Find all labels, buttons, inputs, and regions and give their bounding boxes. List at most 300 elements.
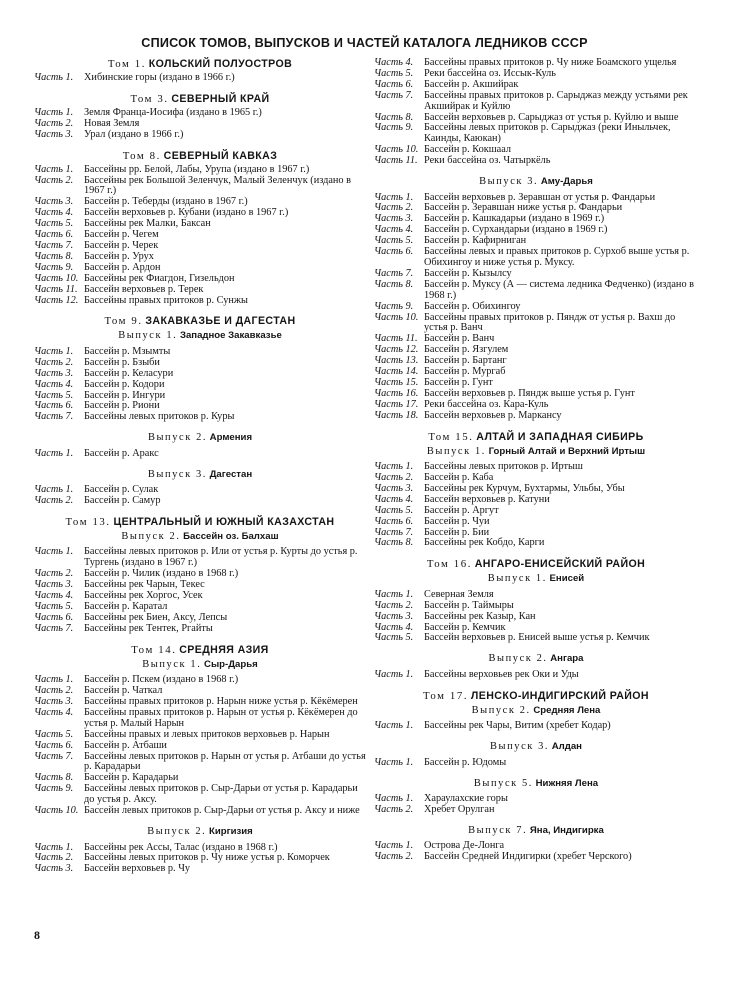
- issue-name: Енисей: [549, 573, 585, 585]
- part-label: Часть 6.: [374, 246, 414, 258]
- part-text: Бассейны правых притоков р. Чу ниже Боамского ущелья: [424, 57, 677, 68]
- volume-number: Том 16.: [426, 558, 473, 571]
- part-label: Часть 1.: [34, 163, 74, 175]
- issue-heading: [374, 176, 698, 188]
- part-text: Бассейны левых притоков р. Иртыш: [424, 461, 583, 473]
- issue-number: Выпуск 3.: [147, 468, 207, 480]
- part-label: Часть 7.: [374, 267, 414, 279]
- part-text: Бассейн верховьев р. Маркансу: [424, 409, 562, 421]
- part-label: Часть 5.: [34, 389, 74, 401]
- part-label: Часть 17.: [374, 398, 419, 410]
- part-list: [34, 485, 366, 507]
- volume-number: Том 3.: [130, 92, 169, 105]
- issue-number: Выпуск 2.: [121, 530, 181, 542]
- part-text: Бассейн верховьев р. Чу: [84, 863, 191, 875]
- part-text: Бассейн верховьев р. Кубани (издано в 1967 г.): [84, 207, 289, 219]
- part-label: Часть 2.: [374, 804, 414, 815]
- part-label: Часть 5.: [34, 218, 74, 230]
- part-text: Бассейн р. Аракс: [84, 447, 159, 459]
- part-text: Бассейн Средней Индигирки (хребет Черского): [424, 851, 632, 863]
- part-text: Бассейны рек Чары, Витим (хребет Кодар): [424, 720, 611, 732]
- part-text: Бассейн р. Чуи: [424, 515, 490, 527]
- part-list: [374, 58, 698, 167]
- part-label: Часть 11.: [34, 283, 78, 295]
- part-label: Часть 13.: [374, 355, 419, 367]
- issue-name: Западное Закавказье: [179, 330, 282, 342]
- part-text: Бассейн верховьев р. Сарыджаз от устья р. Куйлю и выше: [424, 111, 679, 123]
- part-list: [34, 347, 366, 423]
- part-label: Часть 1.: [374, 588, 414, 600]
- catalog-part-entry: [34, 624, 366, 635]
- part-text: Бассейн верховьев р. Енисей выше устья р. Кемчик: [424, 632, 650, 644]
- part-text: Бассейн р. Гунт: [424, 376, 493, 388]
- part-text: Бассейн р. Бзыби: [84, 356, 160, 368]
- issue-heading: [374, 573, 698, 585]
- part-label: Часть 5.: [34, 601, 74, 612]
- part-text: Бассейн р. Кодори: [84, 378, 165, 390]
- part-list: [374, 193, 698, 422]
- part-label: Часть 4.: [374, 493, 414, 505]
- part-label: Часть 3.: [374, 610, 414, 622]
- volume-heading: [34, 150, 366, 162]
- part-text: Бассейн р. Теберды (издано в 1967 г.): [84, 196, 248, 208]
- part-label: Часть 4.: [34, 706, 74, 718]
- catalog-part-entry: [374, 805, 698, 816]
- catalog-part-entry: [374, 247, 698, 269]
- part-text: Бассейн р. Бии: [424, 526, 490, 538]
- issue-name: Сыр-Дарья: [204, 658, 258, 670]
- part-text: Бассейн левых притоков р. Сыр-Дарьи от устья р. Аксу и ниже: [84, 805, 360, 817]
- part-text: Бассейны правых и левых притоков верховьев р. Нарын: [84, 728, 330, 740]
- part-text: Бассейны рр. Белой, Лабы, Урупа (издано в 1967 г.): [84, 163, 310, 175]
- part-text: Новая Земля: [84, 117, 140, 129]
- part-text: Бассейны рек Хоргос, Усек: [84, 590, 203, 602]
- catalog-part-entry: [374, 225, 698, 236]
- part-text: Бассейн верховьев р. Зеравшан от устья р. Фандарьи: [424, 191, 656, 203]
- part-label: Часть 7.: [34, 411, 74, 423]
- issue-heading: [34, 531, 366, 543]
- issue-number: Выпуск 3.: [479, 176, 539, 188]
- part-label: Часть 6.: [374, 515, 414, 527]
- part-label: Часть 2.: [34, 495, 74, 507]
- part-text: Бассейн р. Пскем (издано в 1968 г.): [84, 674, 239, 686]
- part-text: Северная Земля: [424, 588, 494, 600]
- part-text: Бассейны левых притоков р. Или от устья р. Курты до устья р. Тургень (издано в 1967 г.): [84, 546, 358, 569]
- part-text: Бассейн р. Обихингоу: [424, 300, 521, 312]
- part-text: Реки бассейна оз. Чатыркёль: [424, 155, 551, 167]
- part-list: [34, 547, 366, 634]
- part-label: Часть 11.: [374, 155, 418, 167]
- part-text: Бассейн р. Ингури: [84, 389, 166, 401]
- part-text: Бассейн верховьев р. Катуни: [424, 493, 550, 505]
- part-text: Бассейны правых притоков р. Нарын от устья р. Кёкёмерен до устья р. Малый Нарын: [84, 706, 358, 729]
- volume-name: КОЛЬСКИЙ ПОЛУОСТРОВ: [148, 58, 293, 70]
- catalog-part-entry: [374, 280, 698, 302]
- catalog-part-entry: [34, 708, 366, 730]
- part-label: Часть 4.: [34, 207, 74, 219]
- part-label: Часть 9.: [34, 783, 74, 795]
- part-label: Часть 10.: [34, 272, 79, 284]
- part-label: Часть 1.: [374, 720, 414, 732]
- issue-heading: [34, 432, 366, 444]
- part-text: Бассейны правых притоков р. Пяндж от устья р. Вахш до устья р. Ванч: [424, 311, 676, 334]
- part-label: Часть 7.: [34, 622, 74, 634]
- part-label: Часть 1.: [34, 72, 74, 83]
- volume-name: ЦЕНТРАЛЬНЫЙ И ЮЖНЫЙ КАЗАХСТАН: [113, 515, 335, 528]
- part-text: Реки бассейна оз. Иссык-Куль: [424, 67, 556, 79]
- part-list: [374, 721, 698, 732]
- issue-name: Яна, Индигирка: [529, 824, 604, 836]
- part-text: Бассейн р. Кемчик: [424, 621, 506, 633]
- part-label: Часть 3.: [34, 128, 74, 140]
- volume-number: Том 17.: [423, 689, 469, 702]
- part-text: Бассейны правых притоков р. Сарыджаз между устьями рек Акшийрак и Куйлю: [424, 89, 688, 112]
- part-list: [374, 794, 698, 816]
- issue-heading: [34, 469, 366, 481]
- issue-name: Нижняя Лена: [535, 777, 599, 789]
- issue-number: Выпуск 2.: [147, 826, 207, 837]
- issue-heading: [374, 446, 698, 458]
- part-text: Бассейн р. Риони: [84, 400, 160, 412]
- part-text: Бассейн р. Урух: [84, 250, 154, 262]
- catalog-part-entry: [374, 356, 698, 367]
- part-label: Часть 8.: [374, 111, 414, 123]
- part-label: Часть 6.: [34, 229, 74, 241]
- part-text: Бассейны левых притоков р. Чу ниже устья р. Коморчек: [84, 852, 330, 864]
- part-text: Урал (издано в 1966 г.): [84, 128, 184, 140]
- part-list: [374, 590, 698, 645]
- issue-heading: [374, 741, 698, 753]
- volume-heading: [34, 516, 366, 528]
- issue-heading: [374, 705, 698, 717]
- left-column: [34, 58, 366, 875]
- part-label: Часть 8.: [34, 772, 74, 784]
- issue-heading: [34, 826, 366, 838]
- catalog-part-entry: [34, 296, 366, 307]
- part-label: Часть 1.: [374, 668, 414, 680]
- catalog-part-entry: [34, 547, 366, 569]
- part-text: Бассейн верховьев р. Пяндж выше устья р. Гунт: [424, 387, 635, 399]
- part-label: Часть 5.: [374, 235, 414, 247]
- part-text: Бассейн р. Акшийрак: [424, 78, 519, 90]
- part-text: Бассейн р. Карадарьи: [84, 772, 179, 784]
- part-label: Часть 1.: [34, 447, 74, 459]
- catalog-part-entry: [374, 612, 698, 623]
- part-text: Бассейн р. Самур: [84, 495, 161, 507]
- issue-name: Бассейн оз. Балхаш: [183, 530, 279, 542]
- part-label: Часть 18.: [374, 409, 419, 421]
- part-text: Бассейн р. Сулак: [84, 484, 159, 496]
- issue-name: Алдан: [551, 741, 582, 753]
- part-list: [34, 165, 366, 307]
- part-text: Хибинские горы (издано в 1966 г.): [84, 72, 235, 83]
- catalog-part-entry: [374, 156, 698, 167]
- issue-heading: [34, 330, 366, 342]
- part-list: [374, 841, 698, 863]
- page-number: 8: [34, 928, 40, 942]
- part-label: Часть 1.: [374, 191, 414, 203]
- part-label: Часть 1.: [34, 841, 74, 853]
- part-text: Реки бассейна оз. Кара-Куль: [424, 398, 549, 410]
- part-label: Часть 5.: [34, 728, 74, 740]
- part-label: Часть 9.: [374, 122, 414, 134]
- part-text: Хребет Орулган: [424, 804, 495, 815]
- catalog-part-entry: [374, 69, 698, 80]
- part-label: Часть 6.: [374, 78, 414, 90]
- part-label: Часть 2.: [374, 851, 414, 863]
- part-text: Бассейн р. Сурхандарьи (издано в 1969 г.): [424, 224, 608, 236]
- issue-number: Выпуск 1.: [426, 445, 486, 457]
- part-label: Часть 2.: [34, 174, 74, 186]
- volume-heading: [34, 93, 366, 105]
- issue-name: Средняя Лена: [533, 704, 601, 716]
- part-list: [374, 670, 698, 681]
- issue-name: Аму-Дарья: [540, 176, 593, 188]
- catalog-part-entry: [374, 462, 698, 473]
- part-label: Часть 8.: [374, 278, 414, 290]
- part-text: Бассейн р. Язгулем: [424, 344, 509, 356]
- catalog-part-entry: [374, 601, 698, 612]
- volume-name: ЗАКАВКАЗЬЕ И ДАГЕСТАН: [145, 315, 296, 328]
- part-text: Бассейн р. Муксу (А — система ледника Федченко) (издано в 1968 г.): [424, 278, 695, 301]
- part-label: Часть 14.: [374, 366, 419, 378]
- volume-name: АНГАРО-ЕНИСЕЙСКИЙ РАЙОН: [474, 558, 646, 571]
- part-text: Бассейны левых притоков р. Сыр-Дарьи от устья р. Карадарьи до устья р. Аксу.: [84, 783, 358, 806]
- catalog-part-entry: [374, 721, 698, 732]
- part-label: Часть 4.: [374, 621, 414, 633]
- right-column: [374, 58, 698, 863]
- part-text: Бассейны левых притоков р. Нарын от устья р. Атбаши до устья р. Карадарьи: [84, 750, 366, 773]
- part-label: Часть 3.: [34, 367, 74, 379]
- part-label: Часть 2.: [34, 685, 74, 697]
- issue-number: Выпуск 2.: [488, 653, 548, 665]
- part-text: Бассейн р. Каратал: [84, 601, 168, 612]
- catalog-part-entry: [374, 670, 698, 681]
- volume-heading: [374, 558, 698, 570]
- volume-name: СЕВЕРНЫЙ КРАЙ: [171, 92, 270, 105]
- part-text: Бассейны рек Чарын, Текес: [84, 579, 205, 591]
- part-label: Часть 15.: [374, 376, 419, 388]
- part-label: Часть 6.: [34, 400, 74, 412]
- issue-number: Выпуск 2.: [471, 704, 531, 716]
- volume-number: Том 14.: [131, 643, 177, 656]
- catalog-part-entry: [374, 334, 698, 345]
- catalog-part-entry: [374, 345, 698, 356]
- issue-number: Выпуск 1.: [142, 658, 202, 670]
- part-label: Часть 2.: [34, 852, 74, 864]
- part-label: Часть 2.: [34, 117, 74, 129]
- volume-heading: [374, 690, 698, 702]
- volume-heading: [374, 431, 698, 443]
- issue-name: Дагестан: [209, 468, 253, 480]
- part-text: Бассейн р. Черек: [84, 239, 159, 251]
- part-text: Бассейн верховьев р. Терек: [84, 283, 204, 295]
- part-label: Часть 1.: [34, 484, 74, 496]
- catalog-part-entry: [34, 449, 366, 460]
- part-label: Часть 2.: [34, 568, 74, 580]
- issue-name: Армения: [209, 432, 253, 444]
- part-label: Часть 9.: [34, 261, 74, 273]
- part-text: Бассейн р. Зеравшан ниже устья р. Фандарьи: [424, 202, 623, 214]
- part-label: Часть 8.: [34, 250, 74, 262]
- issue-name: Киргизия: [208, 826, 253, 837]
- part-text: Бассейны правых притоков р. Нарын ниже устья р. Кёкёмерен: [84, 696, 358, 708]
- part-label: Часть 4.: [34, 378, 74, 390]
- part-label: Часть 2.: [374, 472, 414, 483]
- part-label: Часть 1.: [34, 674, 74, 686]
- part-label: Часть 6.: [34, 739, 74, 751]
- part-text: Бассейн р. Келасури: [84, 367, 174, 379]
- part-text: Острова Де-Лонга: [424, 840, 505, 852]
- volume-name: АЛТАЙ И ЗАПАДНАЯ СИБИРЬ: [476, 430, 644, 443]
- part-text: Бассейны рек Ассы, Талас (издано в 1968 г.): [84, 841, 278, 853]
- part-text: Бассейн р. Бартанг: [424, 355, 507, 367]
- part-label: Часть 8.: [374, 537, 414, 549]
- catalog-part-entry: [34, 864, 366, 875]
- catalog-part-entry: [374, 411, 698, 422]
- part-label: Часть 4.: [34, 590, 74, 602]
- issue-name: Горный Алтай и Верхний Иртыш: [488, 445, 646, 457]
- catalog-part-entry: [34, 806, 366, 817]
- part-text: Земля Франца-Иосифа (издано в 1965 г.): [84, 106, 262, 118]
- part-label: Часть 1.: [34, 345, 74, 357]
- part-label: Часть 9.: [374, 300, 414, 312]
- catalog-part-entry: [374, 367, 698, 378]
- part-list: [374, 462, 698, 549]
- part-list: [374, 758, 698, 769]
- part-label: Часть 12.: [374, 344, 419, 356]
- part-label: Часть 1.: [374, 756, 414, 768]
- catalog-part-entry: [34, 412, 366, 423]
- part-text: Бассейны рек Казыр, Кан: [424, 610, 536, 622]
- part-label: Часть 10.: [34, 805, 79, 817]
- volume-heading: [34, 58, 366, 70]
- catalog-part-entry: [34, 496, 366, 507]
- catalog-part-entry: [34, 752, 366, 774]
- part-label: Часть 5.: [374, 67, 414, 79]
- part-text: Бассейны левых притоков р. Куры: [84, 411, 235, 423]
- part-text: Бассейны рек Кобдо, Карги: [424, 537, 545, 549]
- part-label: Часть 11.: [374, 333, 418, 345]
- part-text: Бассейн р. Кафирниган: [424, 235, 527, 247]
- part-label: Часть 1.: [374, 840, 414, 852]
- part-label: Часть 3.: [374, 213, 414, 225]
- catalog-part-entry: [374, 633, 698, 644]
- part-label: Часть 7.: [34, 239, 74, 251]
- part-label: Часть 10.: [374, 311, 419, 323]
- part-label: Часть 4.: [374, 224, 414, 236]
- issue-name: Ангара: [550, 653, 584, 665]
- catalog-part-entry: [374, 506, 698, 517]
- part-label: Часть 10.: [374, 144, 419, 156]
- catalog-part-entry: [34, 130, 366, 141]
- catalog-part-entry: [374, 91, 698, 113]
- part-text: Бассейн р. Атбаши: [84, 739, 167, 751]
- part-label: Часть 3.: [34, 863, 74, 875]
- part-text: Бассейн р. Кашкадарьи (издано в 1969 г.): [424, 213, 605, 225]
- part-label: Часть 3.: [34, 579, 74, 591]
- part-label: Часть 5.: [374, 632, 414, 644]
- catalog-part-entry: [374, 538, 698, 549]
- catalog-part-entry: [374, 852, 698, 863]
- part-text: Хараулахские горы: [424, 793, 508, 805]
- part-label: Часть 7.: [374, 89, 414, 101]
- catalog-part-entry: [374, 495, 698, 506]
- issue-number: Выпуск 1.: [118, 330, 178, 342]
- part-label: Часть 1.: [374, 461, 414, 473]
- catalog-part-entry: [34, 73, 366, 84]
- volume-number: Том 1.: [107, 58, 147, 70]
- part-text: Бассейны рек Тентек, Ргайты: [84, 622, 213, 634]
- part-label: Часть 2.: [374, 202, 414, 214]
- part-text: Бассейн р. Кокшаал: [424, 144, 512, 156]
- catalog-part-entry: [374, 758, 698, 769]
- volume-number: Том 13.: [65, 515, 111, 528]
- part-label: Часть 16.: [374, 387, 419, 399]
- issue-heading: [374, 653, 698, 665]
- issue-number: Выпуск 5.: [473, 777, 534, 789]
- volume-number: Том 15.: [428, 430, 474, 443]
- part-text: Бассейн р. Таймыры: [424, 599, 514, 611]
- part-list: [34, 449, 366, 460]
- part-label: Часть 1.: [374, 793, 414, 805]
- part-label: Часть 5.: [374, 504, 414, 516]
- part-text: Бассейны левых и правых притоков р. Сурхоб выше устья р. Обихингоу и ниже устья р. Муксу.: [424, 246, 690, 268]
- part-text: Бассейн р. Чегем: [84, 229, 159, 241]
- catalog-part-entry: [34, 176, 366, 198]
- issue-heading: [34, 659, 366, 671]
- part-label: Часть 4.: [374, 57, 414, 68]
- part-text: Бассейны рек Большой Зеленчук, Малый Зеленчук (издано в 1967 г.): [84, 174, 352, 197]
- issue-heading: [374, 778, 698, 790]
- part-label: Часть 2.: [34, 356, 74, 368]
- issue-number: Выпуск 1.: [487, 573, 547, 585]
- part-list: [34, 675, 366, 817]
- part-text: Бассейн р. Юдомы: [424, 756, 507, 768]
- catalog-part-entry: [374, 313, 698, 335]
- part-text: Бассейны верховьев рек Оки и Уды: [424, 668, 579, 680]
- part-text: Бассейны рек Биен, Аксу, Лепсы: [84, 611, 228, 623]
- part-text: Бассейны правых притоков р. Сунжы: [84, 294, 248, 306]
- part-label: Часть 7.: [374, 526, 414, 538]
- volume-name: ЛЕНСКО-ИНДИГИРСКИЙ РАЙОН: [470, 689, 649, 702]
- part-list: [34, 73, 366, 84]
- part-text: Бассейны рек Курчум, Бухтармы, Ульбы, Убы: [424, 482, 625, 494]
- catalog-part-entry: [374, 794, 698, 805]
- issue-heading: [374, 825, 698, 837]
- part-text: Бассейн р. Кызылсу: [424, 267, 512, 279]
- part-label: Часть 2.: [374, 599, 414, 611]
- part-label: Часть 12.: [34, 294, 79, 306]
- page-title: СПИСОК ТОМОВ, ВЫПУСКОВ И ЧАСТЕЙ КАТАЛОГА ЛЕДНИКОВ СССР: [141, 36, 588, 50]
- part-text: Бассейн р. Ардон: [84, 261, 161, 273]
- part-list: [34, 108, 366, 141]
- catalog-part-entry: [374, 123, 698, 145]
- part-text: Бассейн р. Мзымты: [84, 345, 171, 357]
- part-list: [34, 843, 366, 876]
- issue-number: Выпуск 3.: [490, 741, 550, 753]
- part-text: Бассейн р. Ванч: [424, 333, 495, 345]
- volume-name: СЕВЕРНЫЙ КАВКАЗ: [163, 149, 278, 162]
- volume-name: СРЕДНЯЯ АЗИЯ: [179, 643, 269, 656]
- part-label: Часть 3.: [34, 696, 74, 708]
- part-label: Часть 7.: [34, 750, 74, 762]
- issue-number: Выпуск 7.: [468, 824, 528, 836]
- part-text: Бассейны левых притоков р. Сарыджаз (реки Иныльчек, Каинды, Каюкан): [424, 122, 671, 145]
- part-text: Бассейн р. Каба: [424, 472, 494, 483]
- part-text: Бассейн р. Чилик (издано в 1968 г.): [84, 568, 239, 580]
- part-label: Часть 1.: [34, 106, 74, 118]
